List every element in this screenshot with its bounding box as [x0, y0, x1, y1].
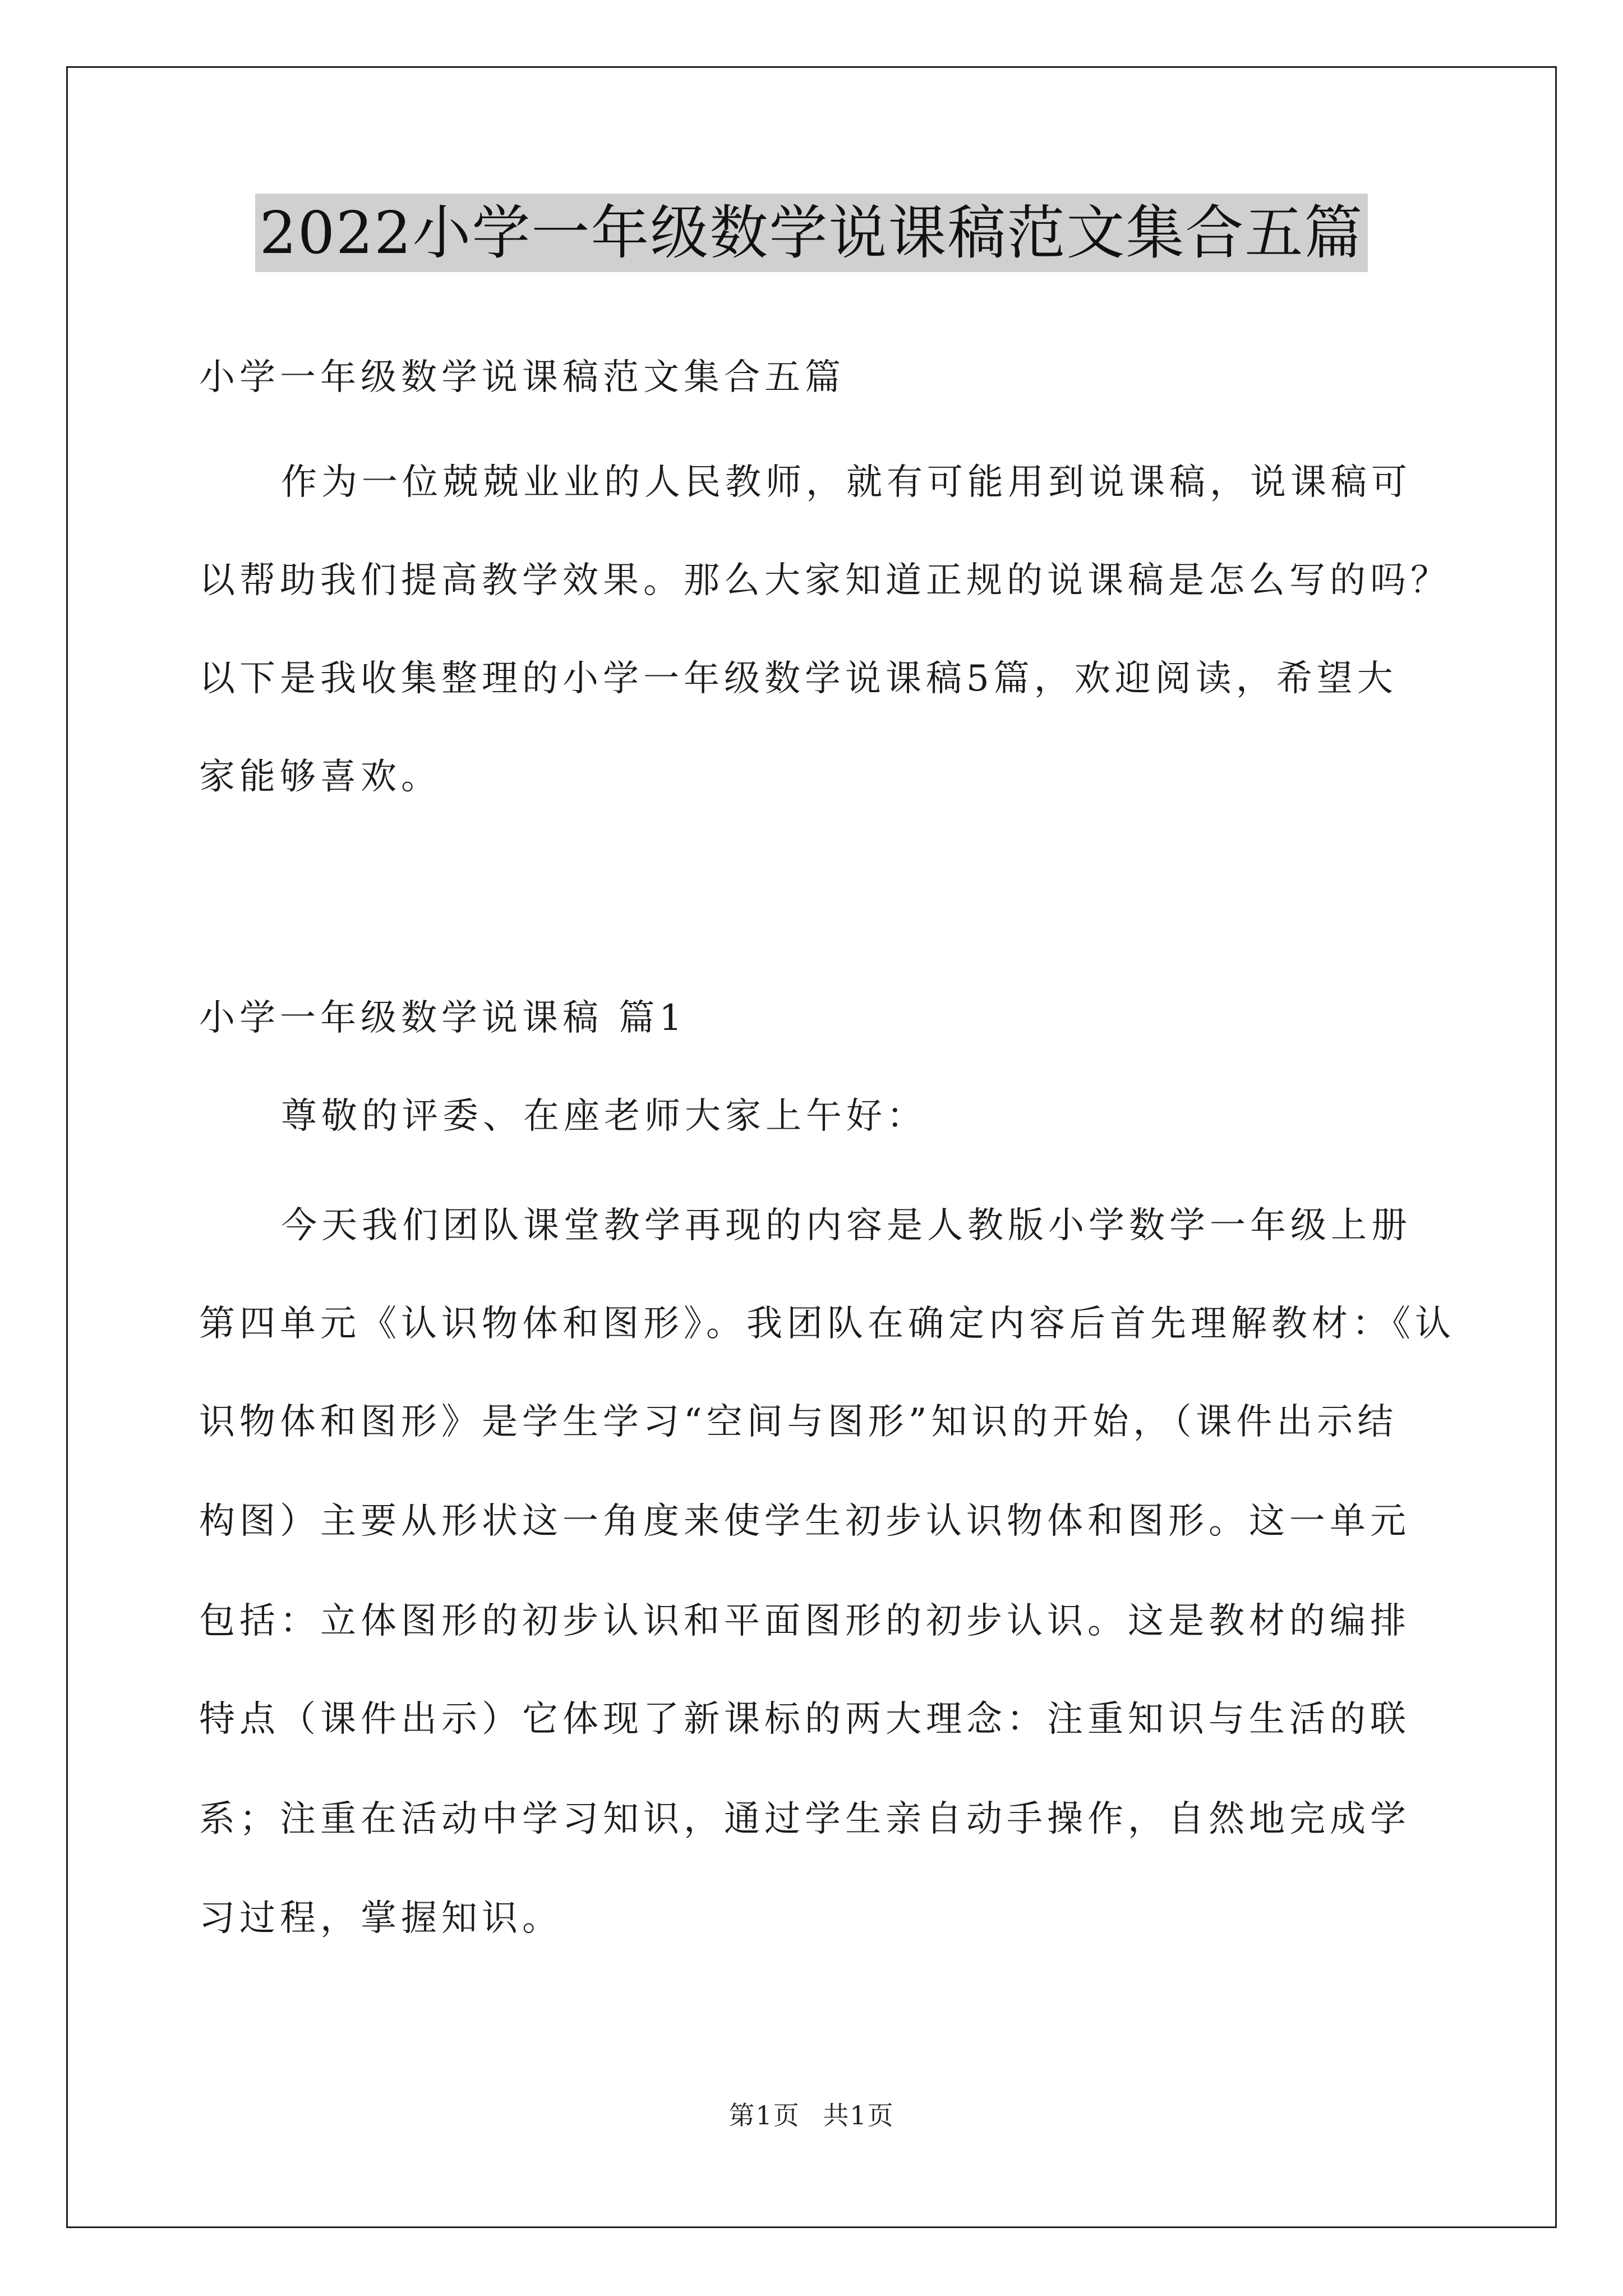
greeting: 尊敬的评委、在座老师大家上午好： — [281, 1096, 927, 1137]
document-title: 2022小学一年级数学说课稿范文集合五篇 — [255, 194, 1368, 272]
body-line-3: 识物体和图形》是学生学习“空间与图形”知识的开始，（课件出示结 — [199, 1401, 1398, 1443]
body-line-6: 特点（课件出示）它体现了新课标的两大理念：注重知识与生活的联 — [199, 1699, 1410, 1740]
body-line-2: 第四单元《认识物体和图形》。我团队在确定内容后首先理解教材：《认 — [199, 1303, 1455, 1345]
subtitle: 小学一年级数学说课稿范文集合五篇 — [199, 357, 845, 398]
body-line-4: 构图）主要从形状这一角度来使学生初步认识物体和图形。这一单元 — [199, 1501, 1410, 1542]
page-total: 共1页 — [823, 2100, 895, 2131]
body-line-5: 包括：立体图形的初步认识和平面图形的初步认识。这是教材的编排 — [199, 1600, 1410, 1642]
section-heading: 小学一年级数学说课稿 篇1 — [199, 997, 687, 1039]
intro-line-2: 以帮助我们提高教学效果。那么大家知道正规的说课稿是怎么写的吗？ — [199, 560, 1451, 601]
intro-line-1: 作为一位兢兢业业的人民教师，就有可能用到说课稿，说课稿可 — [281, 462, 1412, 503]
body-line-8: 习过程，掌握知识。 — [199, 1898, 562, 1939]
page-number: 第1页 — [728, 2100, 800, 2131]
body-line-1: 今天我们团队课堂教学再现的内容是人教版小学数学一年级上册 — [281, 1205, 1412, 1246]
intro-line-4: 家能够喜欢。 — [199, 756, 441, 798]
body-line-7: 系；注重在活动中学习知识，通过学生亲自动手操作，自然地完成学 — [199, 1798, 1410, 1840]
title-container — [0, 194, 1623, 272]
page-footer — [0, 2095, 1623, 2132]
intro-line-3: 以下是我收集整理的小学一年级数学说课稿5篇，欢迎阅读，希望大 — [199, 658, 1398, 700]
